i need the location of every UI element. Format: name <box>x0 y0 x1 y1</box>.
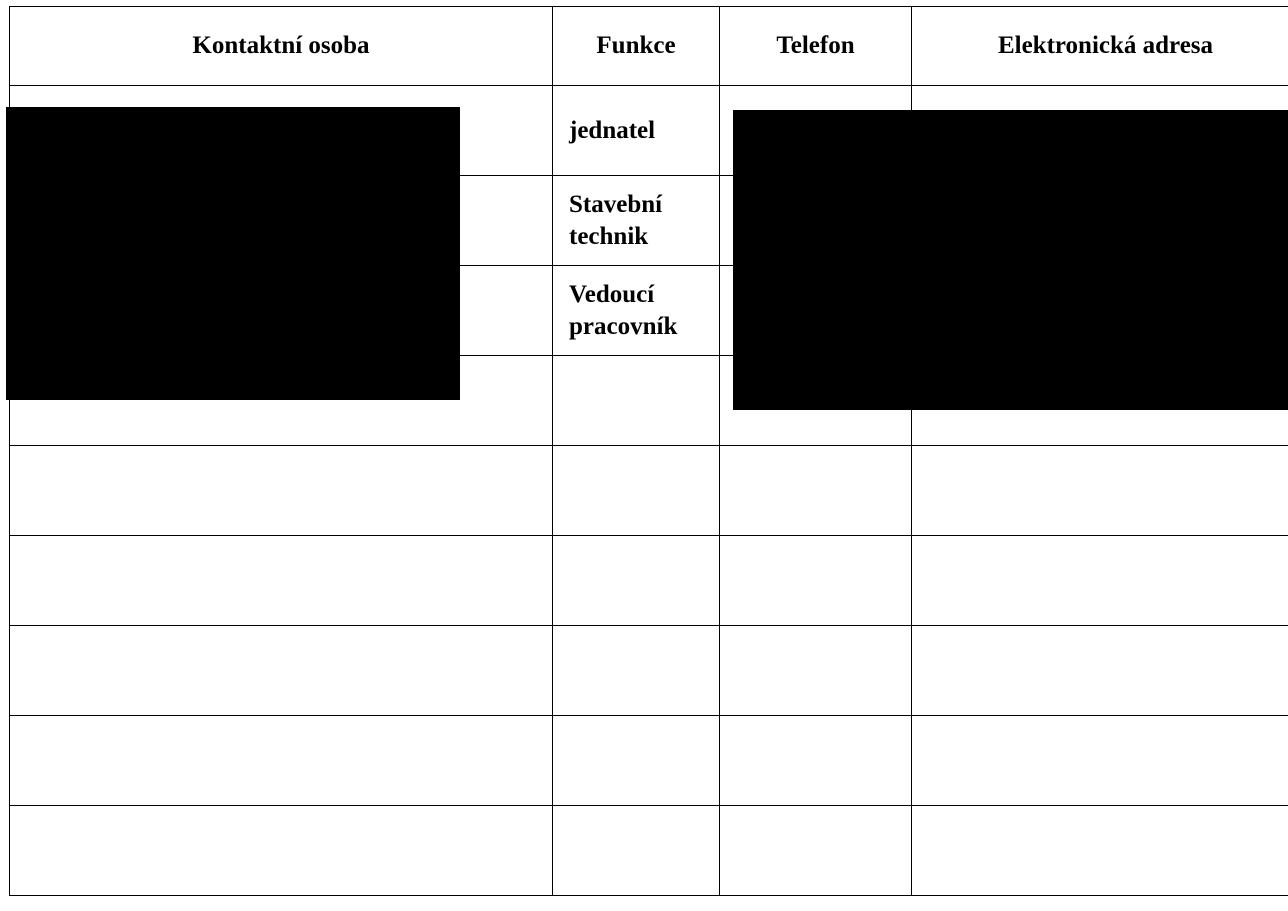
email-cell <box>912 536 1288 626</box>
function-cell <box>553 536 720 626</box>
contact-person-cell <box>10 806 553 896</box>
function-cell <box>553 626 720 716</box>
header-contact-person: Kontaktní osoba <box>10 7 553 86</box>
function-cell: Vedoucí pracovník <box>553 266 720 356</box>
email-cell <box>912 626 1288 716</box>
table-header-row <box>10 7 1288 86</box>
function-cell: Stavební technik <box>553 176 720 266</box>
header-phone: Telefon <box>720 7 912 86</box>
phone-cell <box>720 536 912 626</box>
table-row <box>10 806 1288 896</box>
phone-cell <box>720 446 912 536</box>
function-cell <box>553 446 720 536</box>
phone-cell <box>720 716 912 806</box>
table-row <box>10 446 1288 536</box>
email-cell <box>912 446 1288 536</box>
function-cell <box>553 356 720 446</box>
phone-cell <box>720 806 912 896</box>
header-email: Elektronická adresa <box>912 7 1288 86</box>
contact-person-cell <box>10 446 553 536</box>
contact-person-cell <box>10 536 553 626</box>
function-cell <box>553 716 720 806</box>
redaction-block-contact-details <box>733 110 1288 410</box>
redaction-block-contact-names <box>6 107 460 400</box>
phone-cell <box>720 626 912 716</box>
table-row <box>10 626 1288 716</box>
table-row <box>10 716 1288 806</box>
contact-person-cell <box>10 716 553 806</box>
function-cell <box>553 806 720 896</box>
header-function: Funkce <box>553 7 720 86</box>
email-cell <box>912 806 1288 896</box>
table-row <box>10 536 1288 626</box>
function-cell: jednatel <box>553 86 720 176</box>
email-cell <box>912 716 1288 806</box>
contact-person-cell <box>10 626 553 716</box>
